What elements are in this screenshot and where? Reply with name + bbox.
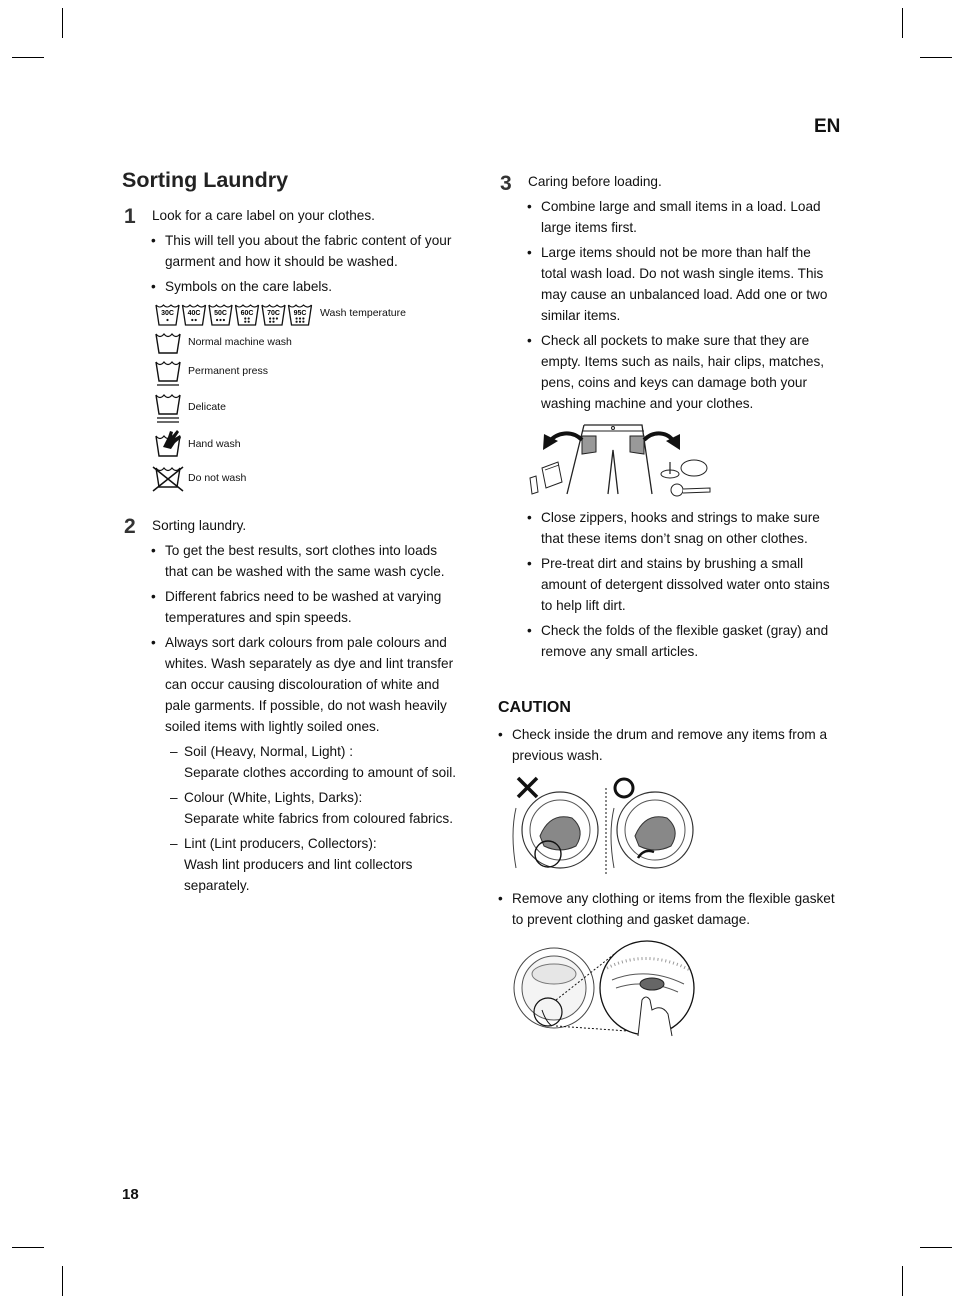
line: large items first. [541,220,637,235]
wash-temperature-icons [155,303,315,329]
line: pale garments. If possible, do not wash heavily [165,698,447,713]
delicate-label: Delicate [188,401,226,413]
temperature-dot [302,321,304,323]
wash-temperature-value: 60C [240,310,254,317]
temperature-dot [272,321,274,323]
wash-tub-icon [209,305,232,325]
bullet-item [165,230,451,272]
line: • Close zippers, hooks and strings to make sure [541,510,820,525]
drum-check-illustration [510,774,700,878]
line: – Lint (Lint producers, Collectors): [184,836,377,851]
step-number: 1 [124,205,136,228]
line: Wash lint producers and lint collectors [184,857,413,872]
temperature-dot [299,317,301,319]
temperature-dot [299,321,301,323]
bullet-item [541,507,820,549]
temperature-dot [269,317,271,319]
temperature-dot [195,319,197,321]
bullet-item [512,888,835,930]
gasket-illustration [512,940,698,1040]
temperature-dot [296,321,298,323]
line: may cause an unbalanced load. Add one or two [541,287,828,302]
line: • Symbols on the care labels. [165,279,332,294]
line: • Large items should not be more than half the [541,245,811,260]
step-text: Look for a care label on your clothes. [152,208,375,223]
line: separately. [184,878,250,893]
dash-item [184,833,412,896]
bullet-item [541,620,828,662]
hand-wash-icon [155,429,183,459]
wash-temperature-value: 95C [293,310,307,317]
line: • Check all pockets to make sure that they are [541,333,810,348]
wash-temperature-value: 70C [267,310,280,317]
do-not-wash-icon [152,465,184,493]
dash-item [184,787,453,829]
delicate-icon [155,392,181,424]
temperature-dot [248,321,250,323]
line: • This will tell you about the fabric content of your [165,233,452,248]
line: soiled items with lightly soiled ones. [165,719,380,734]
crop-mark [12,1247,44,1248]
line: remove any small articles. [541,644,699,659]
step-number: 3 [500,172,512,195]
normal-wash-icon [155,331,181,355]
crop-mark [920,1247,952,1248]
line: temperatures and spin speeds. [165,610,352,625]
line: total wash load. Do not wash single items. This [541,266,824,281]
crop-mark [12,57,44,58]
bullet-item [541,196,821,238]
crop-mark [62,1266,63,1296]
crop-mark [920,57,952,58]
temperature-dot [166,319,168,321]
temperature-dot [272,317,274,319]
step-text: Sorting laundry. [152,518,247,533]
line: • Pre-treat dirt and stains by brushing a small [541,556,804,571]
line: • Always sort dark colours from pale colours and [165,635,447,650]
wash-temperature-value: 50C [214,310,227,317]
temperature-dot [296,317,298,319]
line: similar items. [541,308,621,323]
line: • To get the best results, sort clothes into loads [165,543,438,558]
line: that these items don’t snag on other clothes. [541,531,808,546]
line: • Check inside the drum and remove any items from a [512,727,828,742]
pockets-illustration [522,420,717,500]
wash-tub-icon [236,305,259,325]
wash-tub-icon [156,305,179,325]
bullet-item [165,276,332,297]
wash-tub-icon [262,305,285,325]
line: garment and how it should be washed. [165,254,398,269]
permanent-press-label: Permanent press [188,365,268,377]
step-text: Caring before loading. [528,174,662,189]
temperature-dot [276,317,278,319]
bullet-item [165,540,445,582]
line: • Different fabrics need to be washed at varying [165,589,442,604]
line: previous wash. [512,748,603,763]
line: Separate clothes according to amount of soil. [184,765,457,780]
permanent-press-icon [155,359,181,387]
line: • Combine large and small items in a load. Load [541,199,821,214]
temperature-dot [248,317,250,319]
bullet-item [165,632,453,737]
temperature-dot [223,319,225,321]
line: – Soil (Heavy, Normal, Light) : [184,744,353,759]
crop-mark [62,8,63,38]
line: amount of detergent dissolved water onto stains [541,577,830,592]
line: that can be washed with the same wash cycle. [165,564,445,579]
wash-tub-icon [183,305,206,325]
line: to prevent clothing and gasket damage. [512,912,751,927]
dash-item [184,741,456,783]
page-title: Sorting Laundry [122,168,289,192]
temperature-dot [269,321,271,323]
line: empty. Items such as nails, hair clips, matches, [541,354,825,369]
line: – Colour (White, Lights, Darks): [184,790,363,805]
page-number: 18 [122,1186,139,1203]
wash-temperature-value: 40C [187,310,201,317]
temperature-dot [244,321,246,323]
bullet-item [165,586,441,628]
line: can occur causing discolouration of white and [165,677,440,692]
line: to help lift dirt. [541,598,626,613]
crop-mark [902,8,903,38]
temperature-dot [191,319,193,321]
bullet-item [541,553,830,616]
normal-wash-label: Normal machine wash [188,336,292,348]
temperature-dot [216,319,218,321]
bullet-item [541,330,824,414]
line: • Remove any clothing or items from the flexible gasket [512,891,835,906]
step-number: 2 [124,515,136,538]
line: Separate white fabrics from coloured fabrics. [184,811,453,826]
wash-temperature-label: Wash temperature [320,307,406,319]
line: • Check the folds of the flexible gasket (gray) and [541,623,829,638]
line: pens, coins and keys can damage both your [541,375,808,390]
wash-tub-icon [289,305,312,325]
caution-heading: CAUTION [498,699,571,716]
temperature-dot [302,317,304,319]
temperature-dot [244,317,246,319]
crop-mark [902,1266,903,1296]
wash-temperature-value: 30C [161,310,174,317]
language-label: EN [814,116,841,137]
line: washing machine and your clothes. [541,396,754,411]
temperature-dot [219,319,221,321]
bullet-item [541,242,827,326]
line: whites. Wash separately as dye and lint transfer [165,656,454,671]
bullet-item [512,724,827,766]
hand-wash-label: Hand wash [188,438,241,450]
do-not-wash-label: Do not wash [188,472,247,484]
